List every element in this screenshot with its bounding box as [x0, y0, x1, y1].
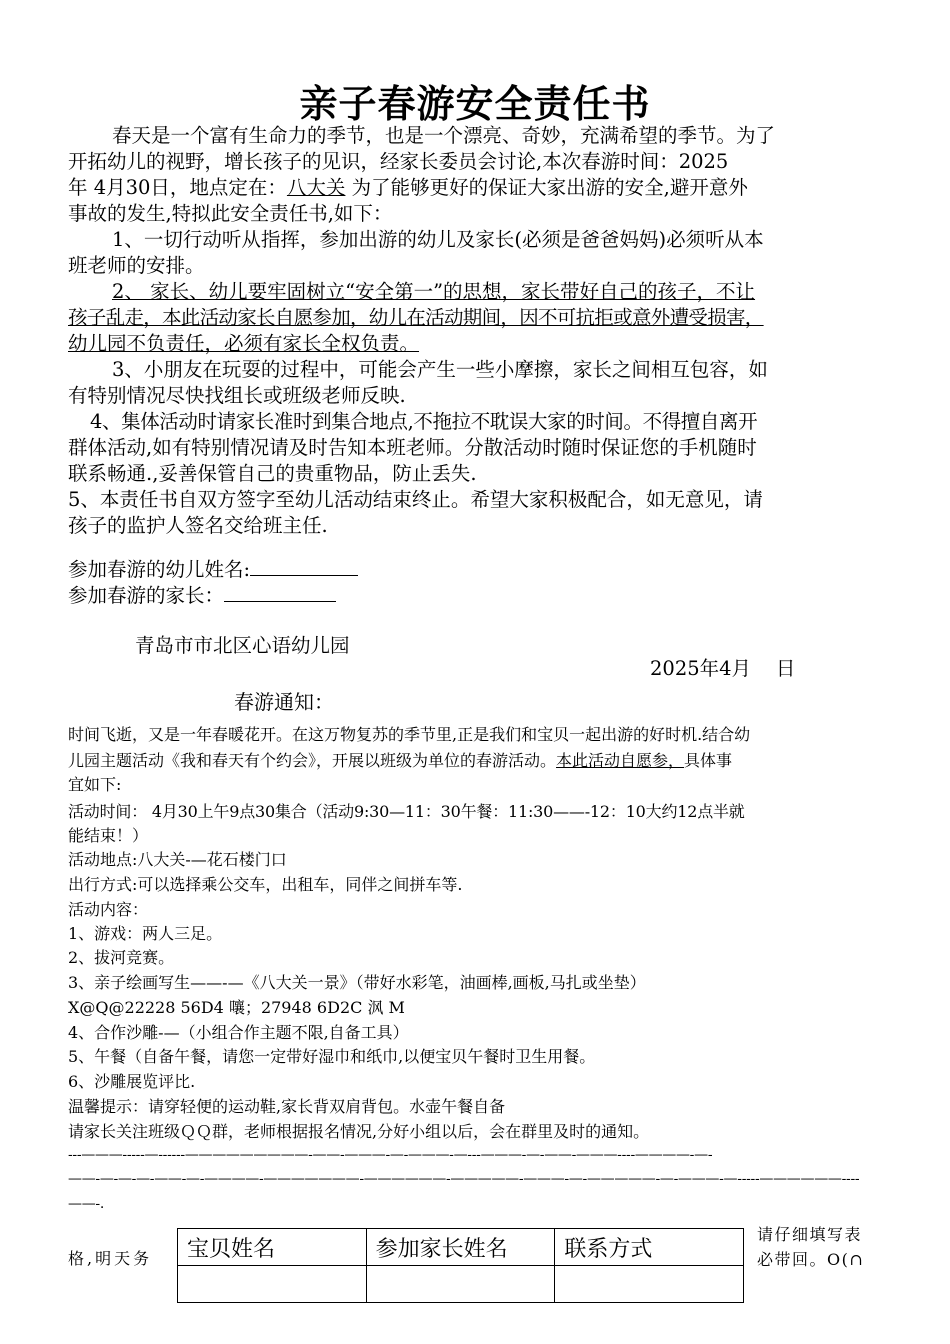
registration-table	[177, 1228, 744, 1303]
child-name-field: 参加春游的幼儿姓名:	[68, 557, 358, 583]
rule-1-line-2: 班老师的安排。	[68, 254, 205, 277]
notice-p1-line-2: 儿园主题活动《我和春天有个约会》，开展以班级为单位的春游活动。本此活动自愿参，具体事	[68, 751, 733, 770]
header-contact: 联系方式	[555, 1229, 744, 1266]
header-child-name: 宝贝姓名	[178, 1229, 367, 1266]
table-header-row	[178, 1229, 744, 1266]
separator-line-1: ---———-----—------—————————-——-———-—-———-—---———-—-——-———----————-—-	[68, 1147, 713, 1163]
activity-item: 6、沙雕展览评比.	[68, 1072, 196, 1091]
rule-3-line-2: 有特别情况尽快找组长或班级老师反映.	[68, 384, 406, 407]
rule-5-line-1: 5、本责任书自双方签字至幼儿活动结束终止。希望大家积极配合，如无意见，请	[68, 488, 763, 511]
document-title: 亲子春游安全责任书	[299, 82, 651, 126]
form-right-note-2: 必带回。O(∩	[757, 1250, 865, 1269]
rule-4-line-2: 群体活动,如有特别情况请及时告知本班老师。分散活动时随时保证您的手机随时	[68, 436, 757, 459]
notice-heading: 春游通知：	[234, 690, 334, 714]
notice-p1-line-1: 时间飞逝，又是一年春暖花开。在这万物复苏的季节里,正是我们和宝贝一起出游的好时机.结合幼	[68, 725, 751, 744]
activity-item: 3、亲子绘画写生——-—《八大关一景》（带好水彩笔，油画棒,画板,马扎或坐垫）	[68, 973, 646, 992]
intro-line-3: 年 4月30日，地点定在：八大关 为了能够更好的保证大家出游的安全,避开意外	[68, 176, 748, 199]
separator-line-2: ——-—-—-—-——-—-————-———————-——————-—————-———-—-—————-—-———-—-----——————----	[68, 1171, 860, 1187]
warm-tip: 温馨提示：请穿轻便的运动鞋,家长背双肩背包。水壶午餐自备	[68, 1097, 506, 1116]
location-text: 八大关	[286, 176, 346, 199]
child-name-blank	[250, 557, 358, 576]
rule-4-line-1: 4、集体活动时请家长准时到集合地点,不拖拉不耽误大家的时间。不得擅自离开	[90, 410, 758, 433]
intro-line-1: 春天是一个富有生命力的季节，也是一个漂亮、奇妙，充满希望的季节。为了	[112, 124, 776, 147]
qq-group-notice: 请家长关注班级ＱＱ群，老师根据报名情况,分好小组以后，会在群里及时的通知。	[68, 1122, 650, 1141]
child-name-cell[interactable]	[178, 1266, 367, 1303]
rule-2-line-1: 2、 家长、幼儿要牢固树立“安全第一”的思想，家长带好自己的孩子，不让	[112, 280, 756, 303]
parent-name-field: 参加春游的家长：	[68, 583, 336, 609]
activity-time-line-2: 能结束！）	[68, 826, 149, 845]
activity-place: 活动地点:八大关-—花石楼门口	[68, 850, 287, 869]
activity-time-line-1: 活动时间： 4月30上午9点30集合（活动9:30—11：30午餐：11:30——-12：10大约12点半就	[68, 802, 745, 821]
header-parent-name: 参加家长姓名	[366, 1229, 555, 1266]
activity-item: 2、拔河竞赛。	[68, 948, 175, 967]
form-left-note: 格,明天务	[68, 1249, 153, 1268]
voluntary-text: 本此活动自愿参，	[556, 751, 685, 770]
parent-name-blank	[224, 583, 336, 602]
activity-item: 5、午餐（自备午餐，请您一定带好湿巾和纸巾,以便宝贝午餐时卫生用餐。	[68, 1047, 596, 1066]
separator-line-3: ——-.	[68, 1196, 104, 1212]
rule-1-line-1: 1、一切行动听从指挥，参加出游的幼儿及家长(必须是爸爸妈妈)必须听从本	[112, 228, 764, 251]
contact-cell[interactable]	[555, 1266, 744, 1303]
intro-line-4: 事故的发生,特拟此安全责任书,如下：	[68, 202, 393, 225]
parent-name-cell[interactable]	[366, 1266, 555, 1303]
activity-item: 1、游戏：两人三足。	[68, 924, 223, 943]
form-right-note-1: 请仔细填写表	[757, 1225, 863, 1244]
rule-2-line-2: 孩子乱走，本此活动家长自愿参加，幼儿在活动期间，因不可抗拒或意外遭受损害，	[68, 306, 764, 329]
travel-mode: 出行方式:可以选择乘公交车，出租车，同伴之间拼车等.	[68, 875, 463, 894]
letter-date: 2025年4月 日	[650, 657, 796, 680]
rule-4-line-3: 联系畅通.,妥善保管自己的贵重物品，防止丢失.	[68, 462, 477, 485]
rule-5-line-2: 孩子的监护人签名交给班主任.	[68, 514, 328, 537]
rule-3-line-1: 3、小朋友在玩耍的过程中，可能会产生一些小摩擦，家长之间相互包容，如	[112, 358, 768, 381]
garbled-line: X@Q@22228 56D4 嚷；27948 6D2C 沨 M	[68, 998, 405, 1017]
table-row	[178, 1266, 744, 1303]
activity-content-label: 活动内容：	[68, 900, 149, 919]
notice-p1-line-3: 宜如下:	[68, 775, 122, 794]
intro-line-2: 开拓幼儿的视野，增长孩子的见识，经家长委员会讨论,本次春游时间：2025	[68, 150, 729, 173]
activity-item: 4、合作沙雕-—（小组合作主题不限,自备工具）	[68, 1023, 409, 1042]
school-name: 青岛市市北区心语幼儿园	[135, 634, 350, 657]
rule-2-line-3: 幼儿园不负责任，必须有家长全权负责。	[68, 332, 420, 355]
